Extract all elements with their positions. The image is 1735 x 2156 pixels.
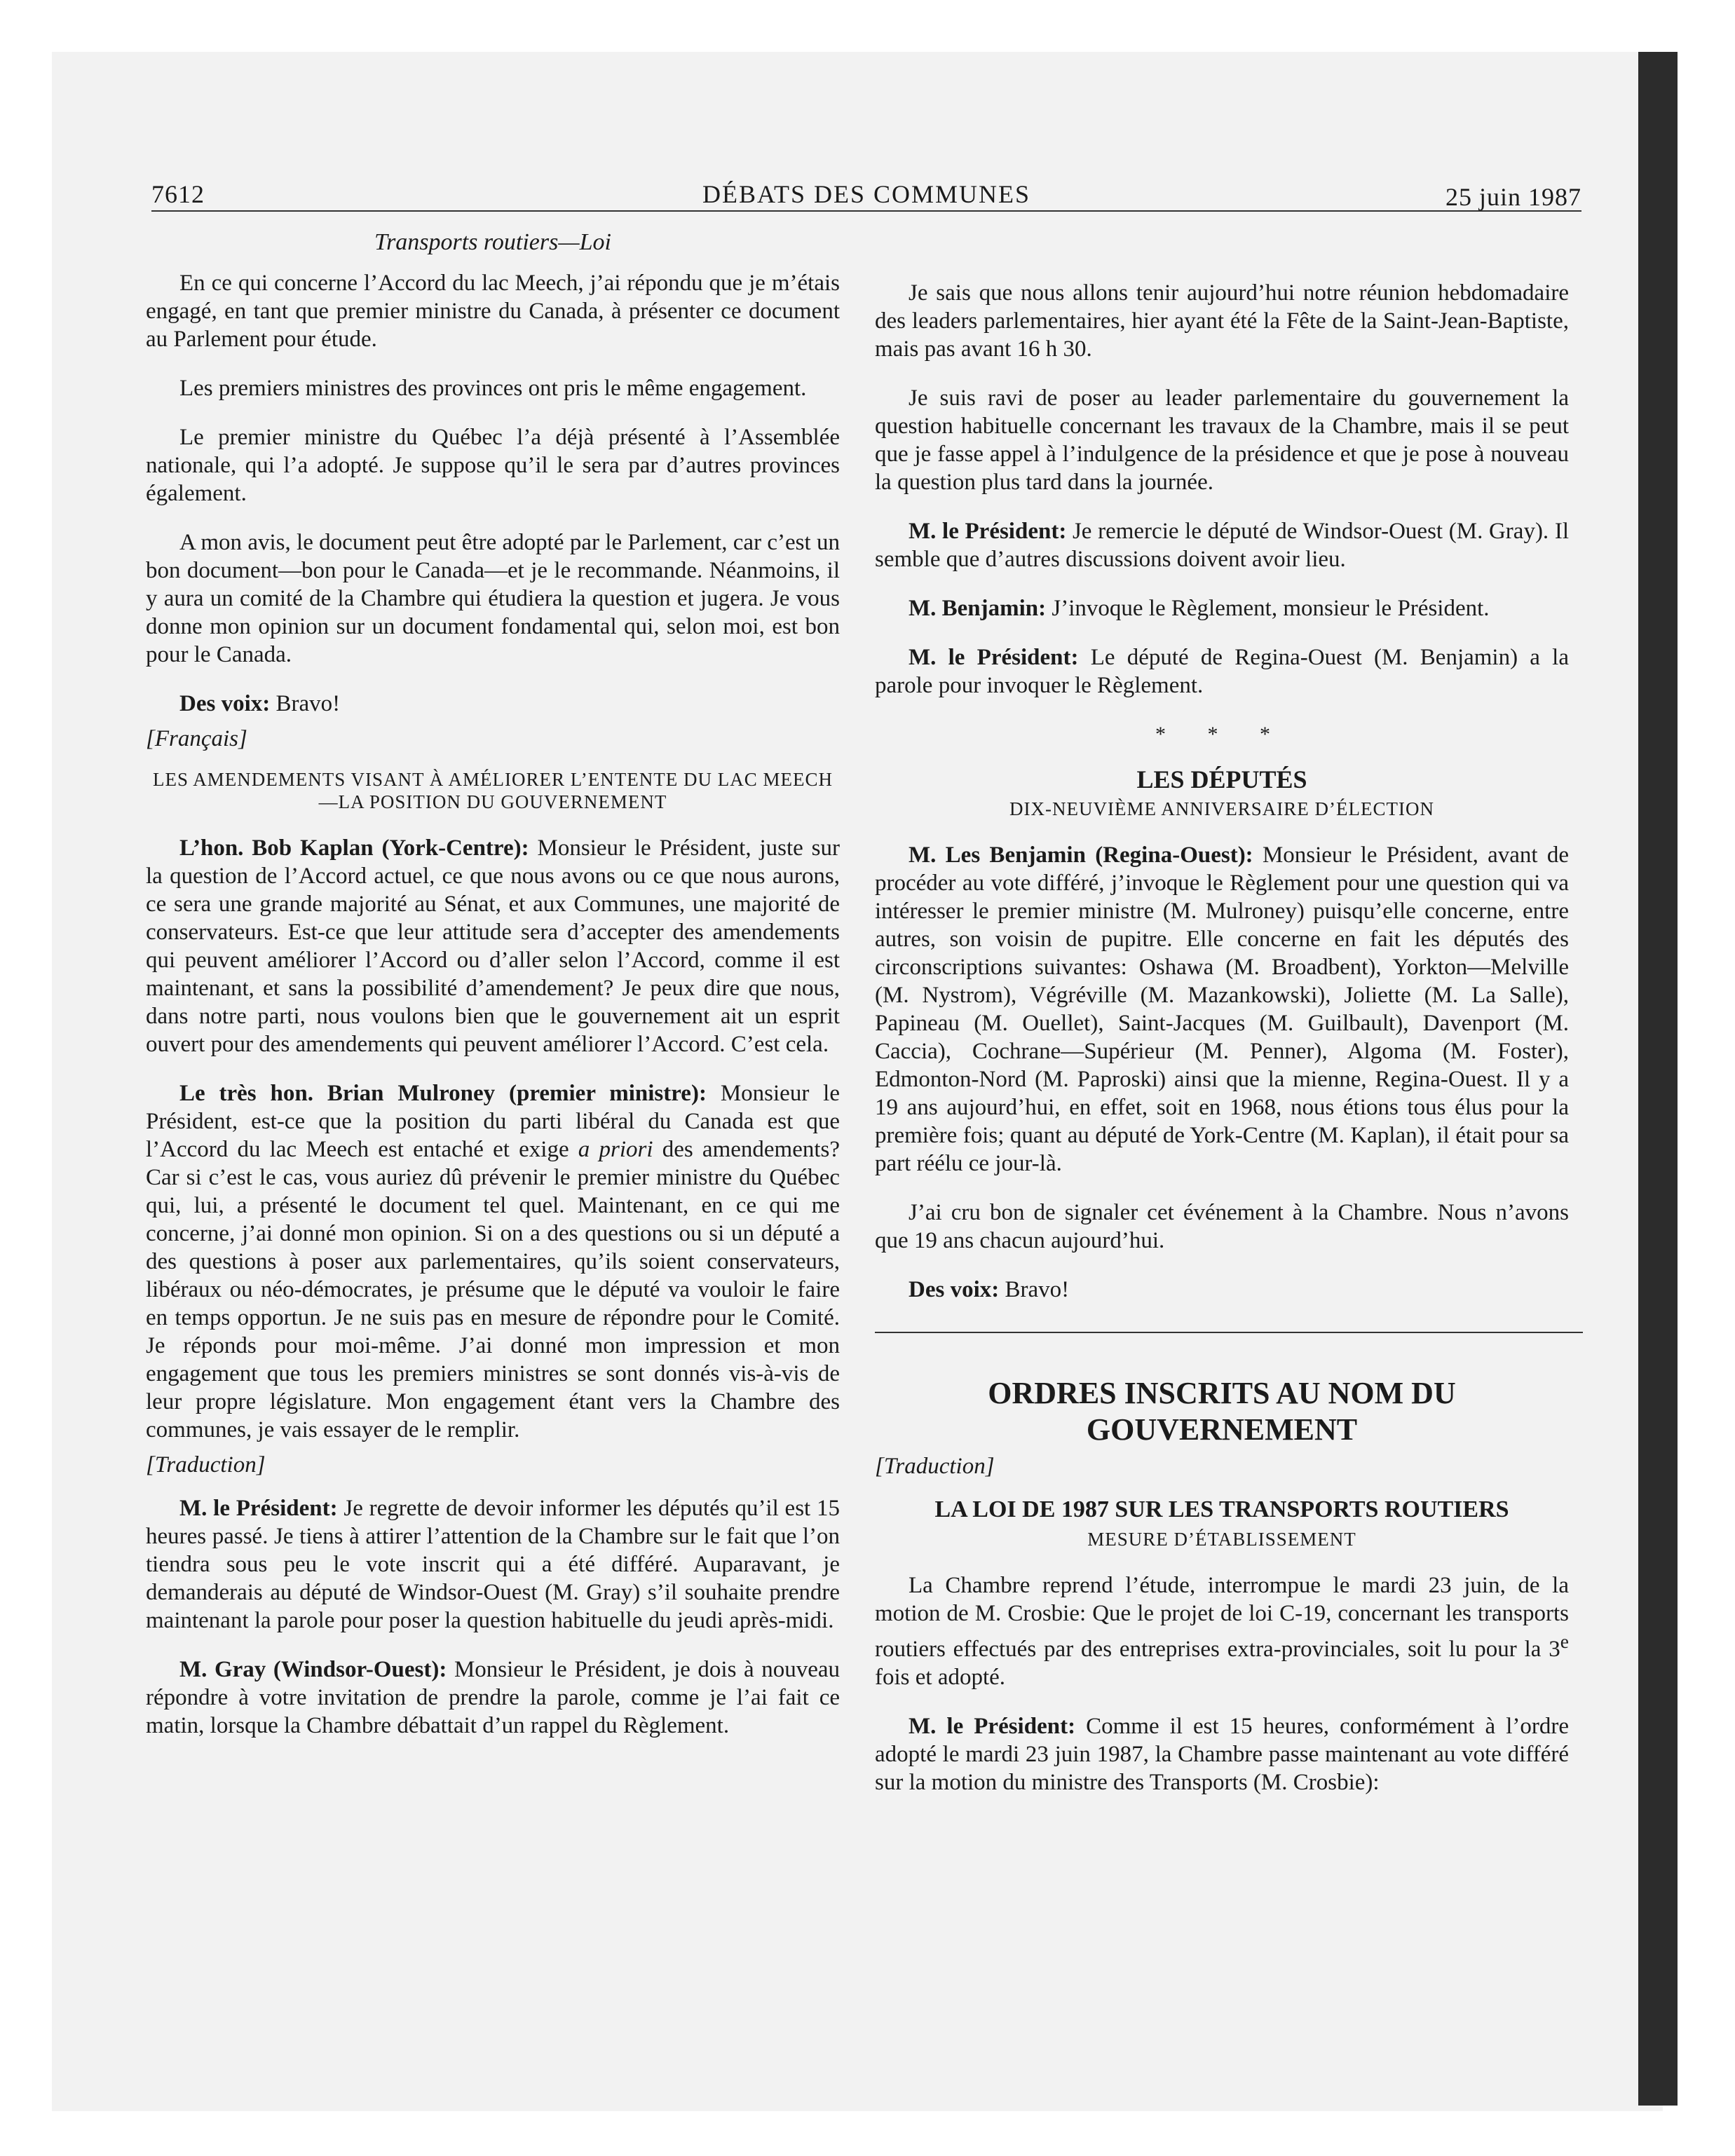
language-note: [Traduction]: [875, 1454, 995, 1479]
speech-text: Bravo!: [1005, 1277, 1070, 1302]
speech: [875, 643, 1569, 700]
paragraph: J’ai cru bon de signaler cet événement à la Chambre. Nous n’avons que 19 ans chacun aujourd’hui.: [875, 1200, 1569, 1253]
speaker: M. le Président:: [909, 519, 1067, 544]
publication-title: DÉBATS DES COMMUNES: [702, 180, 1031, 208]
main-heading: ORDRES INSCRITS AU NOM DU GOUVERNEMENT: [988, 1376, 1456, 1447]
speech-text: Je remercie le député de Windsor-Ouest (M. Gray). Il semble que d’autres discussions doivent avoir lieu.: [875, 519, 1569, 572]
speaker: M. Benjamin:: [909, 596, 1047, 621]
speaker: M. le Président:: [909, 1714, 1076, 1739]
section-heading: LES DÉPUTÉS: [1136, 765, 1307, 793]
paragraph: Le premier ministre du Québec l’a déjà présenté à l’Assemblée nationale, qui l’a adopté. Je suppose qu’il le sera par d’autres provinces également.: [146, 425, 840, 506]
speech: [875, 841, 1569, 1178]
paragraph: En ce qui concerne l’Accord du lac Meech, j’ai répondu que je m’étais engagé, en tant que premier ministre du Canada, à présenter ce document au Parlement pour étude.: [146, 271, 840, 352]
page-number: 7612: [151, 180, 205, 208]
section-subheading: DIX-NEUVIÈME ANNIVERSAIRE D’ÉLECTION: [1009, 798, 1434, 819]
speaker: M. Gray (Windsor-Ouest):: [179, 1657, 447, 1682]
bill-heading: LA LOI DE 1987 SUR LES TRANSPORTS ROUTIERS: [934, 1496, 1509, 1522]
speech-text: Comme il est 15 heures, conformément à l’ordre adopté le mardi 23 juin 1987, la Chambre passe maintenant au vote différé sur la motion du ministre des Transports (M. Crosbie):: [875, 1714, 1569, 1795]
speech-text: Bravo!: [275, 691, 341, 716]
speech: [875, 517, 1569, 573]
section-heading: LES AMENDEMENTS VISANT À AMÉLIORER L’ENTENTE DU LAC MEECH—LA POSITION DU GOUVERNEMENT: [153, 769, 833, 812]
speech: [146, 1656, 840, 1740]
bill-subheading: MESURE D’ÉTABLISSEMENT: [1087, 1529, 1356, 1550]
speech-text: Monsieur le Président, est-ce que la position du parti libéral du Canada est que l’Accord du lac Meech est entaché et exige: [146, 1081, 840, 1162]
speech-text: Monsieur le Président, juste sur la question de l’Accord actuel, ce que nous avons ou ce que nous aurons, ce sera une grande majorité au Sénat, et aux Communes, une majorité de conservateurs. Est-ce que leur attitude sera d’accepter des amendements qui peuvent améliorer l’Accord ou d’aller selon l’Accord, comme il est maintenant, et sans la possibilité d’amendement? Je peux dire que nous, dans notre parti, nous voulons bien que le gouvernement ait un esprit ouvert pour des amendements qui peuvent améliorer l’Accord. C’est cela.: [146, 835, 841, 1057]
speech-text: Monsieur le Président, avant de procéder au vote différé, j’invoque le Règlement pour une question qui va intéresser le premier ministre (M. Mulroney) puisqu’elle concerne, entre autres, son voisin de pupitre. Elle concerne en fait les députés des circonscriptions suivantes: Oshawa (M. Broadbent), Yorkton—Melville (M. Nystrom), Végréville (M. Mazankowski), Joliette (M. La Salle), Papineau (M. Ouellet), Saint-Jacques (M. Guilbault), Davenport (M. Caccia), Cochrane—Supérieur (M. Penner), Algoma (M. Foster), Edmonton-Nord (M. Paproski) ainsi que la mienne, Regina-Ouest. Il y a 19 ans aujourd’hui, en effet, soit en 1968, nous étions tous élus pour la première fois; quant au député de York-Centre (M. Kaplan), il était pour sa part réélu ce jour-là.: [875, 842, 1570, 1176]
paragraph: Je suis ravi de poser au leader parlementaire du gouvernement la question habituelle concernant les travaux de la Chambre, mais il se peut que je fasse appel à l’indulgence de la présidence et que je pose à nouveau la question plus tard dans la journée.: [875, 386, 1569, 495]
speech: [146, 690, 840, 718]
section-divider-stars: * * *: [1155, 723, 1288, 746]
speaker: M. le Président:: [909, 645, 1079, 670]
italic-term: a priori: [578, 1137, 653, 1162]
scan-edge: [1638, 52, 1678, 2106]
language-note: [Français]: [146, 726, 247, 751]
section-rule: [875, 1332, 1583, 1333]
speech-text: des amendements? Car si c’est le cas, vous auriez dû prévenir le premier ministre du Québec qui, lui, a présenté le document tel quel. Maintenant, en ce qui me concerne, j’ai donné mon opinion. Si on a des questions ou si un député a des questions à poser aux parlementaires, qu’ils soient conservateurs, libéraux ou néo-démocrates, je présume que le député va vouloir le faire en temps opportun. Je ne suis pas en mesure de répondre pour le Comité. Je réponds pour moi-même. J’ai donné mon impression et mon engagement que tous les premiers ministres se sont donnés vis-à-vis de leur propre législature. Mon engagement étant vers la Chambre des communes, je vais essayer de le remplir.: [146, 1137, 841, 1442]
speech: [875, 1276, 1569, 1304]
speech-text: Le député de Regina-Ouest (M. Benjamin) a la parole pour invoquer le Règlement.: [875, 645, 1569, 698]
speaker: M. Les Benjamin (Regina-Ouest):: [909, 842, 1253, 868]
header-rule: [151, 210, 1581, 212]
speaker: L’hon. Bob Kaplan (York-Centre):: [179, 835, 529, 861]
speech: [146, 1079, 840, 1444]
paragraph: Les premiers ministres des provinces ont pris le même engagement.: [179, 376, 807, 401]
paragraph: Je sais que nous allons tenir aujourd’hui notre réunion hebdomadaire des leaders parlementaires, hier ayant été la Fête de la Saint-Jean-Baptiste, mais pas avant 16 h 30.: [875, 280, 1569, 362]
speech: [875, 594, 1569, 622]
language-note: [Traduction]: [146, 1452, 266, 1478]
speaker: M. le Président:: [179, 1496, 338, 1521]
paragraph: A mon avis, le document peut être adopté par le Parlement, car c’est un bon document—bon pour le Canada—et je le recommande. Néanmoins, il y aura un comité de la Chambre qui étudiera la question et jugera. Je vous donne mon opinion sur un document fondamental qui, selon moi, est bon pour le Canada.: [146, 530, 840, 667]
page-header: [151, 179, 1581, 214]
right-column: [875, 279, 1569, 1817]
speech: [875, 1712, 1569, 1796]
paragraph: [875, 1571, 1569, 1691]
left-column: [146, 228, 840, 1761]
speech: [146, 834, 840, 1058]
speech-text: Monsieur le Président, je dois à nouveau répondre à votre invitation de prendre la parole, comme je l’ai fait ce matin, lorsque la Chambre débattait d’un rappel du Règlement.: [146, 1657, 841, 1738]
paragraph-text: La Chambre reprend l’étude, interrompue le mardi 23 juin, de la motion de M. Crosbie: Que le projet de loi C-19, concernant les transports routiers effectués par des entreprises extra-provinciales, soit lu pour la 3: [875, 1573, 1569, 1662]
speaker: Des voix:: [909, 1277, 1000, 1302]
speaker: Des voix:: [179, 691, 271, 716]
superscript: e: [1560, 1630, 1569, 1652]
speech-text: J’invoque le Règlement, monsieur le Président.: [1052, 596, 1490, 621]
speaker: Le très hon. Brian Mulroney (premier ministre):: [179, 1081, 707, 1106]
speech: [146, 1494, 840, 1635]
publication-date: 25 juin 1987: [1445, 183, 1581, 211]
paragraph-text: fois et adopté.: [875, 1665, 1006, 1690]
running-subject: Transports routiers—Loi: [374, 229, 611, 255]
speech-text: Je regrette de devoir informer les députés qu’il est 15 heures passé. Je tiens à attirer l’attention de la Chambre sur le fait que l’on tiendra sous peu le vote inscrit qui a été différé. Auparavant, je demanderais au député de Windsor-Ouest (M. Gray) s’il souhaite prendre maintenant la parole pour poser la question habituelle du jeudi après-midi.: [146, 1496, 840, 1633]
